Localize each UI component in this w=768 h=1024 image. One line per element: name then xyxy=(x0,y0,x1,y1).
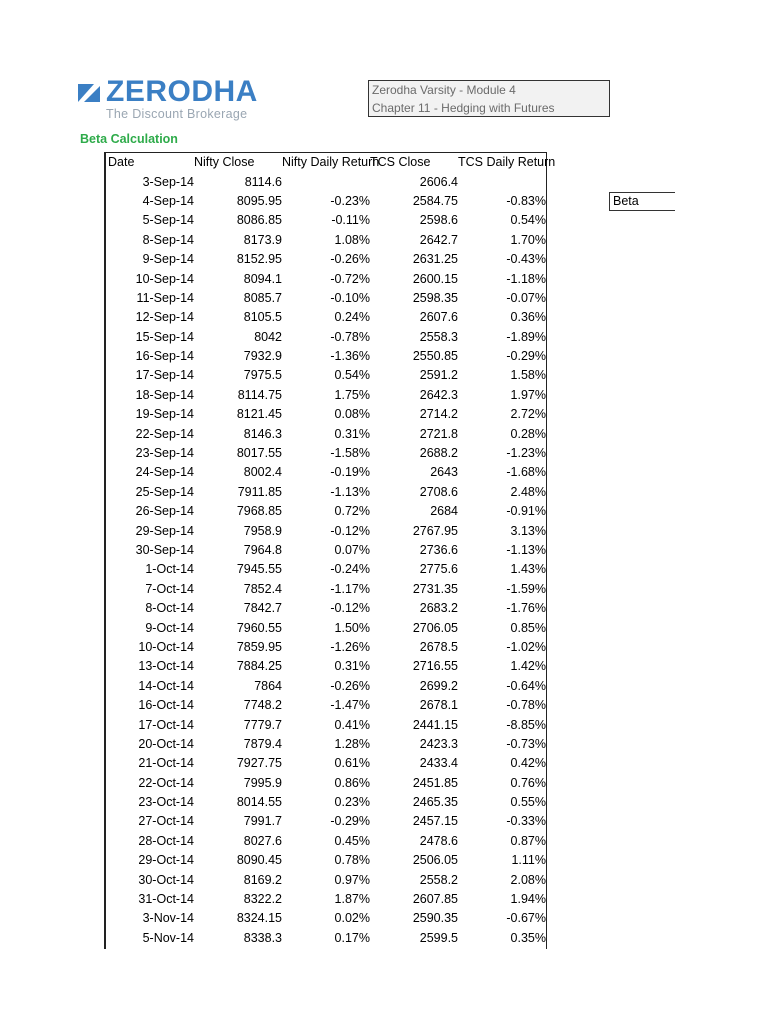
cell-tcs-return[interactable]: 1.94% xyxy=(510,892,546,907)
cell-date[interactable]: 26-Sep-14 xyxy=(135,504,194,519)
header-nifty-return: Nifty Daily Return xyxy=(282,155,380,170)
cell-tcs-close[interactable]: 2423.3 xyxy=(419,736,458,751)
cell-nifty-return[interactable]: 1.28% xyxy=(334,736,370,751)
cell-tcs-return[interactable]: 0.28% xyxy=(510,426,546,441)
cell-tcs-close[interactable]: 2457.15 xyxy=(412,814,458,829)
cell-nifty-close[interactable]: 7964.8 xyxy=(243,543,282,557)
logo-wordmark: ZERODHA xyxy=(106,75,258,108)
cell-nifty-return[interactable]: -0.24% xyxy=(330,562,370,577)
cell-date[interactable]: 4-Sep-14 xyxy=(142,193,194,208)
cell-date[interactable]: 7-Oct-14 xyxy=(145,581,194,596)
table-row xyxy=(106,715,546,734)
cell-tcs-return[interactable]: 1.70% xyxy=(510,232,546,247)
cell-nifty-return[interactable]: 0.17% xyxy=(334,930,370,945)
cell-tcs-close[interactable]: 2683.2 xyxy=(419,601,458,616)
cell-tcs-close[interactable]: 2631.25 xyxy=(412,252,458,267)
cell-tcs-return[interactable]: 1.43% xyxy=(510,562,546,577)
cell-nifty-close[interactable]: 7842.7 xyxy=(243,601,282,616)
cell-nifty-close[interactable]: 8114.75 xyxy=(237,387,282,402)
table-row xyxy=(106,677,546,696)
cell-tcs-close[interactable]: 2643 xyxy=(430,465,458,480)
cell-nifty-close[interactable]: 8017.55 xyxy=(236,446,282,461)
table-row xyxy=(106,812,546,831)
cell-nifty-close[interactable]: 7991.7 xyxy=(243,814,282,829)
cell-nifty-close[interactable]: 7968.85 xyxy=(236,504,282,519)
table-row xyxy=(106,192,546,211)
table-row xyxy=(106,463,546,482)
cell-date[interactable]: 5-Nov-14 xyxy=(142,930,194,945)
cell-nifty-close[interactable]: 8002.4 xyxy=(243,465,282,480)
cell-nifty-return[interactable]: -1.17% xyxy=(330,581,370,596)
cell-tcs-return[interactable]: 0.35% xyxy=(510,930,546,945)
cell-nifty-return[interactable]: -0.78% xyxy=(330,329,370,344)
cell-date[interactable]: 10-Sep-14 xyxy=(135,271,194,286)
cell-nifty-close[interactable]: 8085.7 xyxy=(243,290,282,305)
cell-tcs-return[interactable]: -0.64% xyxy=(506,678,546,693)
cell-nifty-close[interactable]: 8322.2 xyxy=(243,892,282,907)
cell-nifty-close[interactable]: 7864 xyxy=(254,678,282,693)
cell-tcs-close[interactable]: 2590.35 xyxy=(412,911,458,926)
cell-nifty-return[interactable]: 0.08% xyxy=(334,407,370,422)
table-row xyxy=(106,696,546,715)
cell-nifty-return[interactable]: -0.12% xyxy=(330,601,370,616)
table-row xyxy=(106,502,546,521)
table-row xyxy=(106,386,546,405)
cell-date[interactable]: 13-Oct-14 xyxy=(138,659,194,674)
cell-tcs-close[interactable]: 2600.15 xyxy=(412,271,458,286)
cell-nifty-return[interactable]: -0.23% xyxy=(330,193,370,208)
cell-nifty-close[interactable]: 8173.9 xyxy=(243,232,282,247)
table-row xyxy=(106,250,546,269)
header-tcs-close: TCS Close xyxy=(370,155,431,170)
cell-nifty-close[interactable]: 8094.1 xyxy=(243,271,282,286)
cell-tcs-close[interactable]: 2721.8 xyxy=(419,426,458,441)
cell-nifty-return[interactable] xyxy=(282,172,370,191)
table-row xyxy=(106,618,546,637)
cell-nifty-close[interactable]: 8042 xyxy=(254,329,282,344)
cell-tcs-close[interactable]: 2478.6 xyxy=(419,833,458,848)
header-tcs-return: TCS Daily Return xyxy=(458,155,556,170)
cell-nifty-return[interactable]: 0.45% xyxy=(334,833,370,848)
cell-nifty-close[interactable]: 7884.25 xyxy=(236,659,282,674)
cell-nifty-return[interactable]: 0.97% xyxy=(334,872,370,887)
cell-tcs-return[interactable]: -0.73% xyxy=(506,736,546,751)
table-row xyxy=(106,211,546,230)
cell-nifty-return[interactable]: 0.61% xyxy=(334,756,370,771)
cell-tcs-close[interactable]: 2714.2 xyxy=(419,407,458,422)
cell-tcs-return[interactable]: 0.42% xyxy=(510,756,546,771)
cell-nifty-return[interactable]: -0.12% xyxy=(330,523,370,538)
table-row xyxy=(106,754,546,773)
table-row xyxy=(106,308,546,327)
cell-date[interactable]: 10-Oct-14 xyxy=(138,639,194,654)
table-row xyxy=(106,774,546,793)
cell-nifty-close[interactable]: 8090.45 xyxy=(236,853,282,868)
cell-nifty-close[interactable]: 7927.75 xyxy=(236,756,282,771)
cell-nifty-close[interactable]: 8146.3 xyxy=(243,426,282,441)
cell-date[interactable]: 29-Sep-14 xyxy=(135,523,194,538)
cell-date[interactable]: 24-Sep-14 xyxy=(135,465,194,480)
cell-date[interactable]: 23-Oct-14 xyxy=(138,795,194,810)
table-row xyxy=(106,735,546,754)
cell-nifty-return[interactable]: 0.24% xyxy=(334,310,370,325)
cell-tcs-close[interactable]: 2506.05 xyxy=(412,853,458,868)
cell-nifty-close[interactable]: 8324.15 xyxy=(236,911,282,926)
chapter-title: Chapter 11 - Hedging with Futures xyxy=(372,101,555,115)
cell-tcs-return[interactable]: -0.29% xyxy=(506,349,546,364)
table-row xyxy=(106,541,546,560)
cell-tcs-close[interactable]: 2584.75 xyxy=(412,193,458,208)
cell-date[interactable]: 1-Oct-14 xyxy=(145,562,194,577)
cell-tcs-return[interactable]: -0.43% xyxy=(506,252,546,267)
cell-tcs-return[interactable]: 2.08% xyxy=(510,872,546,887)
cell-tcs-return[interactable]: -1.76% xyxy=(506,601,546,616)
table-row xyxy=(106,870,546,889)
cell-nifty-return[interactable]: -0.26% xyxy=(330,678,370,693)
cell-nifty-return[interactable]: 0.31% xyxy=(334,659,370,674)
cell-nifty-close[interactable]: 7975.5 xyxy=(243,368,282,383)
cell-nifty-close[interactable]: 8152.95 xyxy=(236,252,282,267)
cell-nifty-close[interactable]: 8105.5 xyxy=(243,310,282,325)
table-row xyxy=(106,483,546,502)
cell-date[interactable]: 8-Sep-14 xyxy=(142,232,194,247)
header-nifty-close: Nifty Close xyxy=(194,155,255,170)
cell-date[interactable]: 14-Oct-14 xyxy=(138,678,194,693)
cell-tcs-return[interactable] xyxy=(458,172,546,191)
cell-tcs-close[interactable]: 2550.85 xyxy=(412,349,458,364)
cell-tcs-return[interactable]: -1.23% xyxy=(506,446,546,461)
table-row xyxy=(106,851,546,870)
cell-nifty-return[interactable]: -1.58% xyxy=(330,446,370,461)
cell-tcs-return[interactable]: 2.72% xyxy=(510,407,546,422)
table-row xyxy=(106,599,546,618)
table-body xyxy=(106,172,546,948)
cell-nifty-return[interactable]: -0.29% xyxy=(330,814,370,829)
cell-tcs-close[interactable]: 2678.5 xyxy=(419,639,458,654)
beta-data-table-frame xyxy=(104,152,556,949)
cell-nifty-close[interactable]: 7859.95 xyxy=(236,639,282,654)
cell-nifty-return[interactable]: -0.11% xyxy=(331,213,370,228)
table-row xyxy=(106,657,546,676)
cell-tcs-return[interactable]: -0.83% xyxy=(506,193,546,208)
cell-tcs-return[interactable]: 0.54% xyxy=(510,213,546,228)
cell-date[interactable]: 27-Oct-14 xyxy=(138,814,194,829)
cell-tcs-return[interactable]: -0.07% xyxy=(506,290,546,305)
table-row xyxy=(106,890,546,909)
cell-nifty-return[interactable]: 0.31% xyxy=(334,426,370,441)
cell-date[interactable]: 9-Sep-14 xyxy=(142,252,194,267)
cell-date[interactable]: 18-Sep-14 xyxy=(135,387,194,402)
cell-date[interactable]: 30-Sep-14 xyxy=(135,543,194,557)
table-row xyxy=(106,580,546,599)
cell-tcs-close[interactable]: 2706.05 xyxy=(412,620,458,635)
cell-tcs-return[interactable]: 0.55% xyxy=(510,795,546,810)
cell-tcs-close[interactable]: 2599.5 xyxy=(419,930,458,945)
cell-tcs-close[interactable]: 2736.6 xyxy=(419,543,458,557)
table-row xyxy=(106,231,546,250)
table-row xyxy=(106,929,546,948)
cell-tcs-close[interactable]: 2558.3 xyxy=(419,329,458,344)
module-info-box xyxy=(368,80,610,117)
cell-tcs-return[interactable]: -1.68% xyxy=(506,465,546,480)
cell-nifty-return[interactable]: -0.26% xyxy=(330,252,370,267)
cell-nifty-return[interactable]: 1.08% xyxy=(334,232,370,247)
cell-date[interactable]: 12-Sep-14 xyxy=(135,310,194,325)
cell-date[interactable]: 21-Oct-14 xyxy=(138,756,194,771)
cell-date[interactable]: 8-Oct-14 xyxy=(145,601,194,616)
cell-tcs-close[interactable]: 2688.2 xyxy=(419,446,458,461)
cell-date[interactable]: 23-Sep-14 xyxy=(135,446,194,461)
cell-tcs-return[interactable]: -1.89% xyxy=(506,329,546,344)
cell-date[interactable]: 16-Sep-14 xyxy=(135,349,194,364)
cell-date[interactable]: 16-Oct-14 xyxy=(138,698,194,713)
cell-nifty-return[interactable]: -0.19% xyxy=(330,465,370,480)
cell-date[interactable]: 17-Sep-14 xyxy=(135,368,194,383)
cell-date[interactable]: 29-Oct-14 xyxy=(138,853,194,868)
cell-date[interactable]: 5-Sep-14 xyxy=(142,213,194,228)
cell-nifty-close[interactable]: 7932.9 xyxy=(243,349,282,364)
cell-nifty-close[interactable]: 8114.6 xyxy=(244,174,282,189)
cell-nifty-close[interactable]: 7960.55 xyxy=(236,620,282,635)
table-row xyxy=(106,269,546,288)
cell-tcs-return[interactable]: -0.67% xyxy=(506,911,546,926)
cell-date[interactable]: 31-Oct-14 xyxy=(138,892,194,907)
cell-tcs-return[interactable]: 0.87% xyxy=(510,833,546,848)
cell-tcs-close[interactable]: 2433.4 xyxy=(419,756,458,771)
zerodha-logo xyxy=(78,76,278,126)
cell-tcs-close[interactable]: 2716.55 xyxy=(412,659,458,674)
cell-nifty-return[interactable]: -0.10% xyxy=(330,290,370,305)
cell-date[interactable]: 22-Oct-14 xyxy=(138,775,194,790)
cell-nifty-close[interactable]: 7995.9 xyxy=(243,775,282,790)
cell-nifty-close[interactable]: 8095.95 xyxy=(236,193,282,208)
cell-date[interactable]: 25-Sep-14 xyxy=(135,484,194,499)
cell-nifty-close[interactable]: 7879.4 xyxy=(243,736,282,751)
cell-tcs-close[interactable]: 2607.85 xyxy=(412,892,458,907)
cell-tcs-return[interactable]: -8.85% xyxy=(506,717,546,732)
cell-nifty-close[interactable]: 7911.85 xyxy=(237,484,282,499)
cell-tcs-close[interactable]: 2465.35 xyxy=(412,795,458,810)
beta-data-table xyxy=(106,153,556,948)
table-row xyxy=(106,909,546,928)
header-date: Date xyxy=(108,155,135,170)
cell-nifty-close[interactable]: 8014.55 xyxy=(236,795,282,810)
cell-tcs-close[interactable]: 2642.7 xyxy=(419,232,458,247)
cell-tcs-return[interactable]: 2.48% xyxy=(510,484,546,499)
cell-date[interactable]: 15-Sep-14 xyxy=(135,329,194,344)
cell-nifty-close[interactable]: 7945.55 xyxy=(236,562,282,577)
cell-tcs-return[interactable]: -1.02% xyxy=(506,639,546,654)
cell-nifty-return[interactable]: -0.72% xyxy=(330,271,370,286)
cell-tcs-close[interactable]: 2699.2 xyxy=(419,678,458,693)
cell-date[interactable]: 28-Oct-14 xyxy=(138,833,194,848)
cell-nifty-close[interactable]: 7748.2 xyxy=(243,698,282,713)
cell-tcs-return[interactable]: 0.36% xyxy=(510,310,546,325)
cell-nifty-return[interactable]: 0.78% xyxy=(334,853,370,868)
cell-tcs-return[interactable]: 0.76% xyxy=(510,775,546,790)
cell-tcs-return[interactable]: -1.59% xyxy=(506,581,546,596)
cell-nifty-return[interactable]: -1.13% xyxy=(330,484,370,499)
table-row xyxy=(106,172,546,191)
cell-nifty-close[interactable]: 7779.7 xyxy=(243,717,282,732)
table-row xyxy=(106,289,546,308)
cell-tcs-close[interactable]: 2558.2 xyxy=(419,872,458,887)
cell-tcs-close[interactable]: 2678.1 xyxy=(419,698,458,713)
cell-tcs-return[interactable]: 1.42% xyxy=(510,659,546,674)
cell-tcs-close[interactable]: 2607.6 xyxy=(419,310,458,325)
cell-nifty-return[interactable]: 0.72% xyxy=(334,504,370,519)
cell-tcs-return[interactable]: -0.78% xyxy=(506,698,546,713)
cell-tcs-return[interactable]: 3.13% xyxy=(510,523,546,538)
table-row xyxy=(106,832,546,851)
cell-nifty-return[interactable]: 1.87% xyxy=(334,892,370,907)
cell-date[interactable]: 30-Oct-14 xyxy=(138,872,194,887)
table-row xyxy=(106,560,546,579)
cell-tcs-close[interactable]: 2684 xyxy=(430,504,458,519)
section-title: Beta Calculation xyxy=(80,132,178,146)
cell-tcs-close[interactable]: 2591.2 xyxy=(419,368,458,383)
cell-date[interactable]: 3-Sep-14 xyxy=(142,174,194,189)
cell-nifty-close[interactable]: 8121.45 xyxy=(236,407,282,422)
cell-date[interactable]: 3-Nov-14 xyxy=(142,911,194,926)
table-row xyxy=(106,405,546,424)
cell-tcs-close[interactable]: 2441.15 xyxy=(412,717,458,732)
cell-nifty-close[interactable]: 7852.4 xyxy=(243,581,282,596)
table-row xyxy=(106,638,546,657)
cell-nifty-return[interactable]: 0.07% xyxy=(334,543,370,557)
cell-tcs-close[interactable]: 2767.95 xyxy=(412,523,458,538)
cell-nifty-return[interactable]: 0.02% xyxy=(334,911,370,926)
table-row xyxy=(106,366,546,385)
cell-tcs-return[interactable]: -1.18% xyxy=(506,271,546,286)
table-header-row xyxy=(106,153,546,172)
cell-nifty-return[interactable]: -1.47% xyxy=(330,698,370,713)
cell-tcs-close[interactable]: 2598.35 xyxy=(412,290,458,305)
cell-tcs-close[interactable]: 2731.35 xyxy=(412,581,458,596)
cell-nifty-close[interactable]: 8169.2 xyxy=(243,872,282,887)
cell-date[interactable]: 17-Oct-14 xyxy=(138,717,194,732)
cell-nifty-return[interactable]: -1.26% xyxy=(330,639,370,654)
cell-date[interactable]: 9-Oct-14 xyxy=(145,620,194,635)
cell-nifty-return[interactable]: -1.36% xyxy=(330,349,370,364)
table-row xyxy=(106,444,546,463)
table-row xyxy=(106,521,546,540)
beta-label-cell[interactable]: Beta xyxy=(609,192,675,211)
cell-nifty-return[interactable]: 0.23% xyxy=(334,795,370,810)
cell-tcs-return[interactable]: 1.58% xyxy=(510,368,546,383)
cell-tcs-close[interactable]: 2642.3 xyxy=(419,387,458,402)
logo-tagline: The Discount Brokerage xyxy=(106,107,248,121)
cell-tcs-return[interactable]: -1.13% xyxy=(506,543,546,557)
cell-tcs-return[interactable]: 1.97% xyxy=(510,387,546,402)
cell-date[interactable]: 22-Sep-14 xyxy=(135,426,194,441)
cell-date[interactable]: 19-Sep-14 xyxy=(135,407,194,422)
cell-tcs-return[interactable]: 0.85% xyxy=(510,620,546,635)
cell-tcs-close[interactable]: 2708.6 xyxy=(419,484,458,499)
module-title: Zerodha Varsity - Module 4 xyxy=(372,83,516,97)
cell-tcs-return[interactable]: -0.91% xyxy=(506,504,546,519)
cell-tcs-close[interactable]: 2451.85 xyxy=(412,775,458,790)
cell-nifty-return[interactable]: 1.75% xyxy=(334,387,370,402)
cell-tcs-close[interactable]: 2775.6 xyxy=(419,562,458,577)
cell-date[interactable]: 11-Sep-14 xyxy=(136,290,194,305)
cell-nifty-close[interactable]: 8338.3 xyxy=(243,930,282,945)
cell-nifty-return[interactable]: 0.41% xyxy=(334,717,370,732)
cell-tcs-close[interactable]: 2606.4 xyxy=(419,174,458,189)
cell-nifty-close[interactable]: 8086.85 xyxy=(236,213,282,228)
zerodha-logo-icon xyxy=(78,80,100,102)
cell-tcs-close[interactable]: 2598.6 xyxy=(419,213,458,228)
table-row xyxy=(106,328,546,347)
cell-nifty-return[interactable]: 0.54% xyxy=(334,368,370,383)
cell-tcs-return[interactable]: 1.11% xyxy=(511,853,546,868)
table-row xyxy=(106,793,546,812)
table-row xyxy=(106,424,546,443)
cell-nifty-close[interactable]: 8027.6 xyxy=(243,833,282,848)
cell-tcs-return[interactable]: -0.33% xyxy=(506,814,546,829)
table-row xyxy=(106,347,546,366)
cell-nifty-return[interactable]: 1.50% xyxy=(334,620,370,635)
cell-nifty-close[interactable]: 7958.9 xyxy=(243,523,282,538)
cell-date[interactable]: 20-Oct-14 xyxy=(138,736,194,751)
cell-nifty-return[interactable]: 0.86% xyxy=(334,775,370,790)
